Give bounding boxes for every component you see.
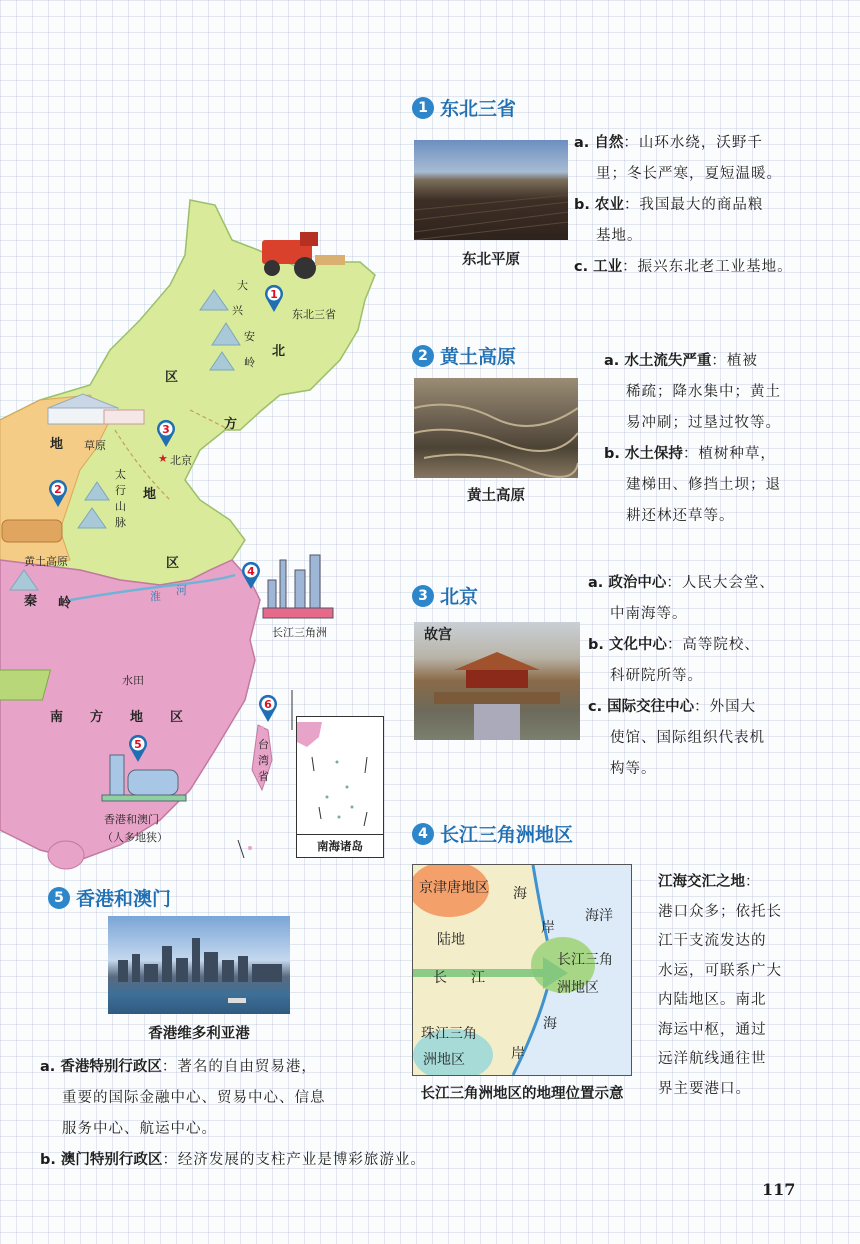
- section-title-text: 东北三省: [440, 98, 517, 120]
- section-number-badge: 2: [412, 345, 434, 367]
- beijing-star-icon: ★: [158, 452, 168, 465]
- inset-label: 南海诸岛: [297, 834, 383, 857]
- map-label-yrd: 长江三角洲: [272, 626, 327, 639]
- section-title-text: 北京: [440, 586, 479, 608]
- map-label-qu1: 区: [165, 370, 179, 385]
- pin-marker-2: [47, 478, 69, 508]
- diagram-label-ludi: 陆地: [437, 932, 465, 948]
- map-label-da: 大: [237, 279, 248, 292]
- section-number-badge: 5: [48, 887, 70, 909]
- diagram-label-prd1: 珠江三角: [421, 1026, 477, 1042]
- forbidden-city-photo: [414, 622, 580, 740]
- section-3-title: [412, 582, 478, 609]
- diagram-label-haiyang: 海洋: [585, 908, 613, 924]
- map-label-dongbei: 东北三省: [292, 308, 336, 321]
- page-number: 117: [762, 1180, 796, 1199]
- svg-text:3: 3: [162, 423, 170, 436]
- map-label-fang2: 方: [90, 710, 104, 725]
- diagram-label-an2: 岸: [511, 1046, 525, 1062]
- map-label-sheng: 省: [258, 770, 269, 783]
- photo-label-gugong: 故宫: [424, 627, 452, 643]
- map-label-qin: 秦: [24, 594, 38, 609]
- diagram-label-hai: 海: [513, 886, 527, 902]
- map-label-di3: 地: [130, 710, 144, 725]
- south-china-sea-inset: [296, 716, 384, 858]
- section-1-caption: 东北平原: [462, 252, 520, 268]
- paddy-field-icon: [0, 670, 50, 700]
- section-1-title: [412, 94, 516, 121]
- map-label-qu3: 区: [170, 710, 184, 725]
- diagram-label-jiang: 江: [471, 970, 485, 986]
- diagram-label-chang: 长: [433, 970, 447, 986]
- section-3-text: a. 政治中心：人民大会堂、 中南海等。 b. 文化中心：高等院校、 科研院所等。 c. 国际交往中心：外国大 使馆、国际组织代表机 构等。: [588, 575, 775, 777]
- victoria-harbour-photo: [108, 916, 290, 1014]
- loess-plateau-photo: [414, 378, 578, 478]
- diagram-label-jjt: 京津唐地区: [419, 880, 489, 896]
- map-label-hkmacau-note: （人多地狭）: [102, 831, 168, 844]
- map-label-hang: 行: [115, 484, 126, 497]
- northeast-plain-photo: [414, 140, 568, 240]
- section-title-text: 长江三角洲地区: [440, 824, 574, 846]
- section-4-text: 江海交汇之地： 港口众多；依托长 江干支流发达的 水运，可联系广大 内陆地区。南北 海运中枢，通过 远洋航线通往世 界主要港口。: [658, 874, 782, 1097]
- hainan-island: [48, 841, 84, 869]
- diagram-label-hai2: 海: [543, 1016, 557, 1032]
- section-number-badge: 4: [412, 823, 434, 845]
- map-label-mai: 脉: [115, 516, 126, 529]
- pin-marker-1: [263, 283, 285, 313]
- map-label-an: 安: [244, 330, 255, 343]
- svg-text:6: 6: [264, 698, 272, 711]
- map-label-nan: 南: [50, 710, 64, 725]
- map-label-caoyuan: 草原: [84, 439, 106, 452]
- map-label-ling2: 岭: [58, 596, 72, 611]
- svg-text:1: 1: [270, 288, 278, 301]
- pin-marker-3: [155, 418, 177, 448]
- map-label-wan: 湾: [258, 754, 269, 767]
- map-label-shan: 山: [115, 500, 126, 513]
- section-4-title: [412, 820, 573, 847]
- map-label-xing: 兴: [232, 304, 243, 317]
- section-5-title: [48, 884, 171, 911]
- section-1-text: a. 自然：山环水绕，沃野千 里；冬长严寒，夏短温暖。 b. 农业：我国最大的商品粮 基地。 c. 工业：振兴东北老工业基地。: [574, 135, 793, 275]
- map-label-beijing: 北京: [170, 454, 192, 467]
- map-label-di1: 地: [50, 437, 64, 452]
- yrd-location-diagram: [412, 864, 632, 1076]
- map-label-ling: 岭: [244, 356, 255, 369]
- map-label-hkmacau: 香港和澳门: [104, 813, 159, 826]
- map-label-bei: 北: [272, 344, 286, 359]
- map-label-shuitian: 水田: [122, 674, 144, 687]
- svg-text:4: 4: [247, 565, 255, 578]
- diagram-label-prd2: 洲地区: [423, 1052, 465, 1068]
- section-2-title: [412, 342, 516, 369]
- section-5-caption: 香港维多利亚港: [148, 1026, 250, 1042]
- map-label-tai: 太: [115, 468, 126, 481]
- map-label-tai2: 台: [258, 738, 269, 751]
- s1-line-label: a. 自然: [574, 135, 624, 151]
- map-label-qu2: 区: [166, 556, 180, 571]
- section-2-text: a. 水土流失严重：植被 稀疏；降水集中；黄土 易冲刷；过垦过牧等。 b. 水土保持：植树种草， 建梯田、修挡土坝；退 耕还林还草等。: [604, 353, 781, 524]
- diagram-label-yrd1: 长江三角: [557, 952, 613, 968]
- map-label-he: 河: [176, 584, 187, 597]
- section-4-caption: 长江三角洲地区的地理位置示意: [420, 1086, 624, 1102]
- map-label-huangtu: 黄土高原: [24, 555, 68, 568]
- pin-marker-4: [240, 560, 262, 590]
- section-number-badge: 1: [412, 97, 434, 119]
- diagram-label-an: 岸: [541, 920, 555, 936]
- map-label-fang: 方: [224, 417, 238, 432]
- section-title-text: 香港和澳门: [76, 888, 172, 910]
- section-5-text: a. 香港特别行政区：著名的自由贸易港， 重要的国际金融中心、贸易中心、信息 服务中心、航运中心。 b. 澳门特别行政区：经济发展的支柱产业是博彩旅游业。: [40, 1059, 426, 1168]
- pin-marker-5: [127, 733, 149, 763]
- section-2-caption: 黄土高原: [467, 488, 525, 504]
- pin-marker-6: [257, 693, 279, 723]
- section-title-text: 黄土高原: [440, 346, 517, 368]
- svg-text:5: 5: [134, 738, 142, 751]
- svg-text:2: 2: [54, 483, 62, 496]
- diagram-label-yrd2: 洲地区: [557, 980, 599, 996]
- loess-house-icon: [2, 520, 62, 542]
- section-number-badge: 3: [412, 585, 434, 607]
- inset-islands: [297, 717, 383, 837]
- map-label-huai: 淮: [150, 590, 161, 603]
- map-label-di2: 地: [143, 487, 157, 502]
- skyline-icon: [263, 555, 333, 618]
